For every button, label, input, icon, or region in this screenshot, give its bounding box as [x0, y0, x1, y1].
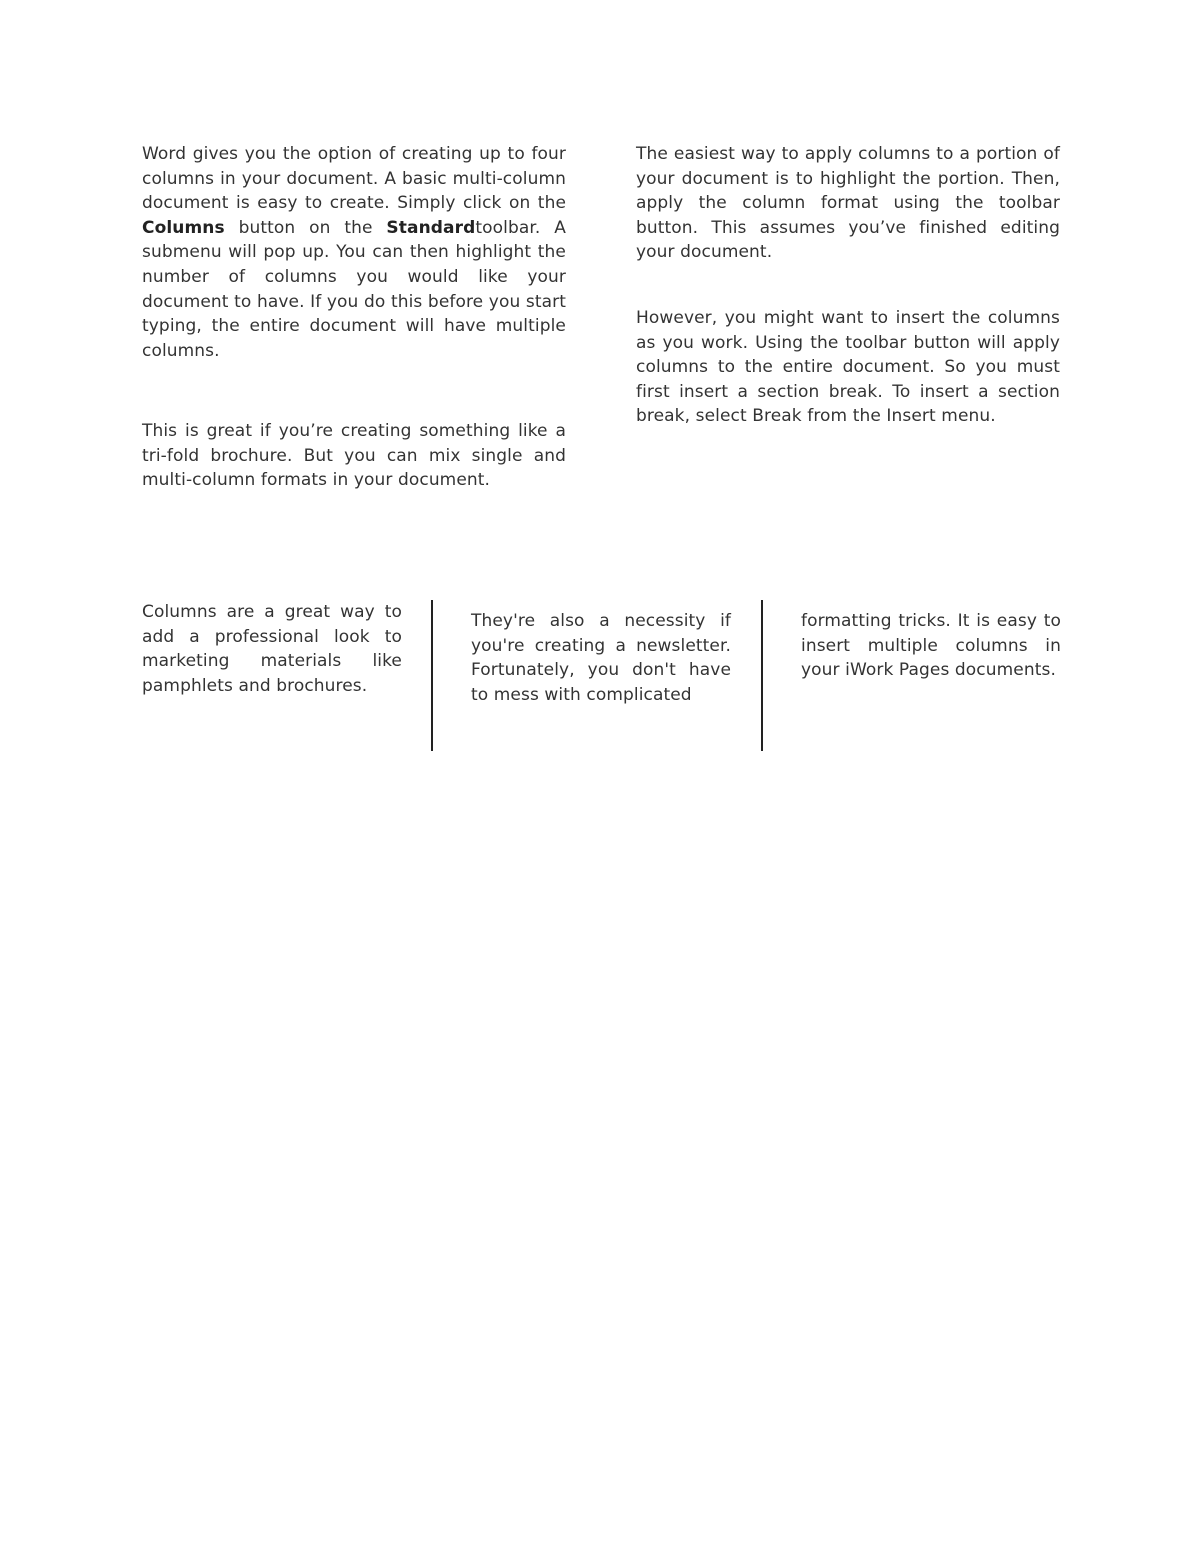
- bottom-column-1: Columns are a great way to add a professional look to marketing materials like pamphlets and brochures.: [142, 602, 402, 696]
- columns-term: Columns: [142, 217, 225, 238]
- section-break-paragraph: However, you might want to insert the columns as you work. Using the toolbar button will apply columns to the entire document. So you must first insert a section break. To insert a section break, select Break from the Insert menu.: [636, 308, 1060, 427]
- intro-text-2: button on the: [224, 217, 387, 238]
- column-divider-2: [761, 600, 763, 751]
- intro-text-3: toolbar. A submenu will pop up. You can then highlight the number of columns you would like your document to have. If you do this before you start typing, the entire document will have multiple columns.: [142, 217, 566, 361]
- column-divider-1: [431, 600, 433, 751]
- brochure-paragraph: This is great if you’re creating something like a tri-fold brochure. But you can mix single and multi-column formats in your document.: [142, 421, 566, 491]
- intro-text-1: Word gives you the option of creating up to four columns in your document. A basic multi-column document is easy to create. Simply click on the: [142, 144, 566, 214]
- intro-paragraph: [142, 142, 566, 363]
- bottom-column-2: They're also a necessity if you're creating a newsletter. Fortunately, you don't have to mess with complicated: [471, 611, 731, 705]
- standard-term: Standard: [386, 217, 476, 238]
- apply-columns-paragraph: The easiest way to apply columns to a portion of your document is to highlight the portion. Then, apply the column format using the toolbar button. This assumes you’ve finished editing your document.: [636, 144, 1060, 263]
- bottom-column-3: formatting tricks. It is easy to insert multiple columns in your iWork Pages documents.: [801, 611, 1061, 681]
